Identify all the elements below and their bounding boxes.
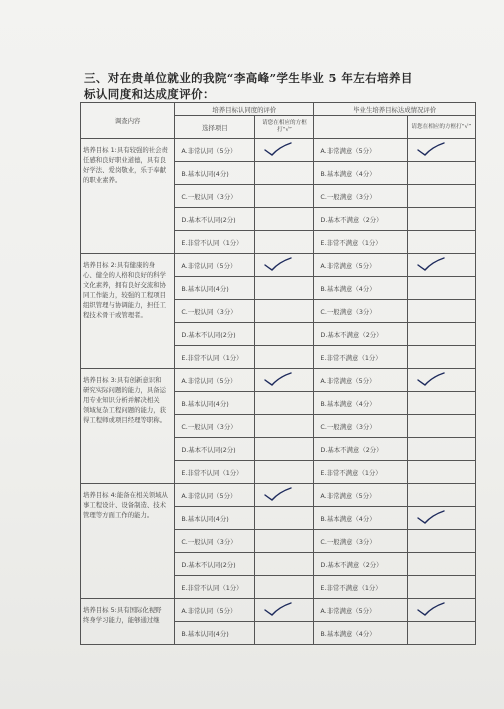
achievement-option: A.非常满意（5分） bbox=[314, 369, 407, 392]
achievement-option: C.一般满意（3分） bbox=[314, 415, 407, 438]
goal-line: 任感和良好职业道德，具有良 bbox=[83, 156, 167, 164]
recognition-checkbox[interactable] bbox=[255, 576, 314, 599]
achievement-option: A.非常满意（5分） bbox=[314, 599, 407, 622]
achievement-option: C.一般满意（3分） bbox=[314, 185, 407, 208]
achievement-option: A.非常满意（5分） bbox=[314, 139, 407, 162]
goal-line: 同工作能力，较强的工程项目 bbox=[83, 291, 167, 299]
achievement-checkbox[interactable] bbox=[407, 277, 475, 300]
goal-description-2 bbox=[81, 254, 175, 369]
recognition-option: D.基本不认同(2分) bbox=[175, 323, 255, 346]
survey-content-header: 调查内容 bbox=[81, 103, 175, 139]
recognition-checkbox[interactable] bbox=[255, 369, 314, 392]
recognition-checkbox[interactable] bbox=[255, 139, 314, 162]
achievement-option: D.基本不满意（2分） bbox=[314, 553, 407, 576]
checkmark-icon bbox=[263, 601, 293, 617]
table-row bbox=[81, 599, 476, 622]
heading-line-1: 三、对在贵单位就业的我院“李高峰”学生毕业 5 年左右培养目 bbox=[84, 71, 413, 85]
recognition-checkbox[interactable] bbox=[255, 415, 314, 438]
recognition-group-header: 培养目标认同度的评价 bbox=[175, 103, 314, 116]
achievement-checkbox[interactable] bbox=[407, 553, 475, 576]
goal-line: 心、健全的人格和良好的科学 bbox=[83, 271, 167, 279]
achievement-checkbox[interactable] bbox=[407, 461, 475, 484]
recognition-checkbox[interactable] bbox=[255, 507, 314, 530]
recognition-option: A.非常认同（5分） bbox=[175, 139, 255, 162]
recognition-checkbox[interactable] bbox=[255, 622, 314, 645]
table-row bbox=[81, 369, 476, 392]
achievement-option: B.基本满意（4分） bbox=[314, 162, 407, 185]
table-body bbox=[81, 139, 476, 645]
achievement-option-header bbox=[314, 116, 407, 139]
recognition-checkbox[interactable] bbox=[255, 484, 314, 507]
recognition-option: B.基本认同(4分) bbox=[175, 392, 255, 415]
checkmark-icon bbox=[416, 371, 446, 387]
goal-line: 用专业知识分析并解决相关 bbox=[83, 396, 160, 404]
achievement-option: A.非常满意（5分） bbox=[314, 254, 407, 277]
goal-description-1 bbox=[81, 139, 175, 254]
recognition-option: B.基本认同(4分) bbox=[175, 277, 255, 300]
recognition-option: E.非常不认同（1分） bbox=[175, 461, 255, 484]
achievement-checkbox[interactable] bbox=[407, 599, 475, 622]
goal-line: 培养目标 5:具有国际化视野 bbox=[83, 606, 162, 614]
achievement-checkbox[interactable] bbox=[407, 208, 475, 231]
recognition-checkbox[interactable] bbox=[255, 530, 314, 553]
achievement-checkbox[interactable] bbox=[407, 369, 475, 392]
checkmark-icon bbox=[416, 256, 446, 272]
achievement-checkbox[interactable] bbox=[407, 185, 475, 208]
heading-line-2: 标认同度和达成度评价： bbox=[84, 87, 215, 101]
achievement-option: B.基本满意（4分） bbox=[314, 622, 407, 645]
achievement-option: D.基本不满意（2分） bbox=[314, 208, 407, 231]
achievement-option: B.基本满意（4分） bbox=[314, 507, 407, 530]
recognition-option: D.基本不认同(2分) bbox=[175, 553, 255, 576]
achievement-group-header: 毕业生培养目标达成情况评价 bbox=[314, 103, 476, 116]
achievement-option: D.基本不满意（2分） bbox=[314, 438, 407, 461]
recognition-option: C.一般认同（3分） bbox=[175, 185, 255, 208]
recognition-checkbox[interactable] bbox=[255, 208, 314, 231]
mark-header-achievement: 请您在相应的方框打“√” bbox=[407, 116, 475, 139]
recognition-checkbox[interactable] bbox=[255, 323, 314, 346]
achievement-option: E.非常不满意（1分） bbox=[314, 576, 407, 599]
achievement-checkbox[interactable] bbox=[407, 576, 475, 599]
goal-line: 终身学习能力，能够通过继 bbox=[83, 616, 160, 624]
recognition-option: A.非常认同（5分） bbox=[175, 254, 255, 277]
achievement-checkbox[interactable] bbox=[407, 415, 475, 438]
goal-line: 培养目标 2:具有健康的身 bbox=[83, 261, 156, 269]
recognition-checkbox[interactable] bbox=[255, 254, 314, 277]
achievement-checkbox[interactable] bbox=[407, 139, 475, 162]
option-header-recognition: 选择项目 bbox=[175, 116, 255, 139]
recognition-checkbox[interactable] bbox=[255, 346, 314, 369]
goal-line: 领域复杂工程问题的能力，获 bbox=[83, 406, 167, 414]
goal-line: 培养目标 1:具有较强的社会责 bbox=[83, 146, 168, 154]
goal-line: 研究实际问题的能力，具备运 bbox=[83, 386, 167, 394]
achievement-checkbox[interactable] bbox=[407, 622, 475, 645]
goal-line: 得工程师或项目经理等职称。 bbox=[83, 416, 167, 424]
achievement-option: C.一般满意（3分） bbox=[314, 300, 407, 323]
checkmark-icon bbox=[263, 256, 293, 272]
table-row bbox=[81, 484, 476, 507]
goal-description-5 bbox=[81, 599, 175, 645]
achievement-option: E.非常不满意（1分） bbox=[314, 231, 407, 254]
recognition-checkbox[interactable] bbox=[255, 277, 314, 300]
achievement-checkbox[interactable] bbox=[407, 438, 475, 461]
recognition-option: C.一般认同（3分） bbox=[175, 300, 255, 323]
achievement-option: C.一般满意（3分） bbox=[314, 530, 407, 553]
recognition-option: B.基本认同(4分) bbox=[175, 162, 255, 185]
recognition-option: C.一般认同（3分） bbox=[175, 415, 255, 438]
goal-line: 程技术骨干或管理者。 bbox=[83, 311, 147, 319]
recognition-option: A.非常认同（5分） bbox=[175, 484, 255, 507]
checkmark-icon bbox=[416, 509, 446, 525]
recognition-checkbox[interactable] bbox=[255, 392, 314, 415]
goal-line: 事工程设计、设备制造、技术 bbox=[83, 501, 167, 509]
evaluation-table bbox=[80, 102, 476, 645]
achievement-checkbox[interactable] bbox=[407, 507, 475, 530]
checkmark-icon bbox=[263, 141, 293, 157]
goal-line: 的职业素养。 bbox=[83, 176, 122, 184]
achievement-checkbox[interactable] bbox=[407, 392, 475, 415]
goal-description-3 bbox=[81, 369, 175, 484]
achievement-option: D.基本不满意（2分） bbox=[314, 323, 407, 346]
goal-line: 文化素养，拥有良好交流和协 bbox=[83, 281, 167, 289]
recognition-checkbox[interactable] bbox=[255, 461, 314, 484]
achievement-checkbox[interactable] bbox=[407, 346, 475, 369]
goal-line: 组织管理与协调能力，担任工 bbox=[83, 301, 167, 309]
recognition-option: C.一般认同（3分） bbox=[175, 530, 255, 553]
achievement-option: B.基本满意（4分） bbox=[314, 277, 407, 300]
recognition-option: B.基本认同(4分) bbox=[175, 622, 255, 645]
section-heading bbox=[84, 70, 484, 102]
recognition-checkbox[interactable] bbox=[255, 185, 314, 208]
recognition-option: E.非常不认同（1分） bbox=[175, 576, 255, 599]
recognition-option: D.基本不认同(2分) bbox=[175, 438, 255, 461]
goal-description-4 bbox=[81, 484, 175, 599]
goal-line: 好学法、爱岗敬业，乐于奉献 bbox=[83, 166, 167, 174]
recognition-checkbox[interactable] bbox=[255, 553, 314, 576]
recognition-option: D.基本不认同(2分) bbox=[175, 208, 255, 231]
achievement-checkbox[interactable] bbox=[407, 323, 475, 346]
checkmark-icon bbox=[416, 141, 446, 157]
recognition-option: E.非常不认同（1分） bbox=[175, 231, 255, 254]
recognition-checkbox[interactable] bbox=[255, 231, 314, 254]
goal-line: 管理等方面工作的能力。 bbox=[83, 511, 154, 519]
recognition-option: E.非常不认同（1分） bbox=[175, 346, 255, 369]
achievement-checkbox[interactable] bbox=[407, 484, 475, 507]
achievement-option: A.非常满意（5分） bbox=[314, 484, 407, 507]
recognition-option: B.基本认同(4分) bbox=[175, 507, 255, 530]
mark-header-recognition: 请您在相应的方框打“√” bbox=[255, 116, 314, 139]
recognition-option: A.非常认同（5分） bbox=[175, 599, 255, 622]
achievement-checkbox[interactable] bbox=[407, 530, 475, 553]
achievement-checkbox[interactable] bbox=[407, 300, 475, 323]
recognition-checkbox[interactable] bbox=[255, 599, 314, 622]
checkmark-icon bbox=[416, 601, 446, 617]
goal-line: 培养目标 4:能备在相关领域从 bbox=[83, 491, 168, 499]
achievement-checkbox[interactable] bbox=[407, 231, 475, 254]
recognition-checkbox[interactable] bbox=[255, 300, 314, 323]
table-row bbox=[81, 254, 476, 277]
checkmark-icon bbox=[263, 371, 293, 387]
achievement-checkbox[interactable] bbox=[407, 254, 475, 277]
recognition-option: A.非常认同（5分） bbox=[175, 369, 255, 392]
checkmark-icon bbox=[263, 486, 293, 502]
achievement-option: B.基本满意（4分） bbox=[314, 392, 407, 415]
achievement-option: E.非常不满意（1分） bbox=[314, 461, 407, 484]
achievement-checkbox[interactable] bbox=[407, 162, 475, 185]
recognition-checkbox[interactable] bbox=[255, 162, 314, 185]
recognition-checkbox[interactable] bbox=[255, 438, 314, 461]
table-row bbox=[81, 139, 476, 162]
achievement-option: E.非常不满意（1分） bbox=[314, 346, 407, 369]
goal-line: 培养目标 3:具有创新意识和 bbox=[83, 376, 162, 384]
